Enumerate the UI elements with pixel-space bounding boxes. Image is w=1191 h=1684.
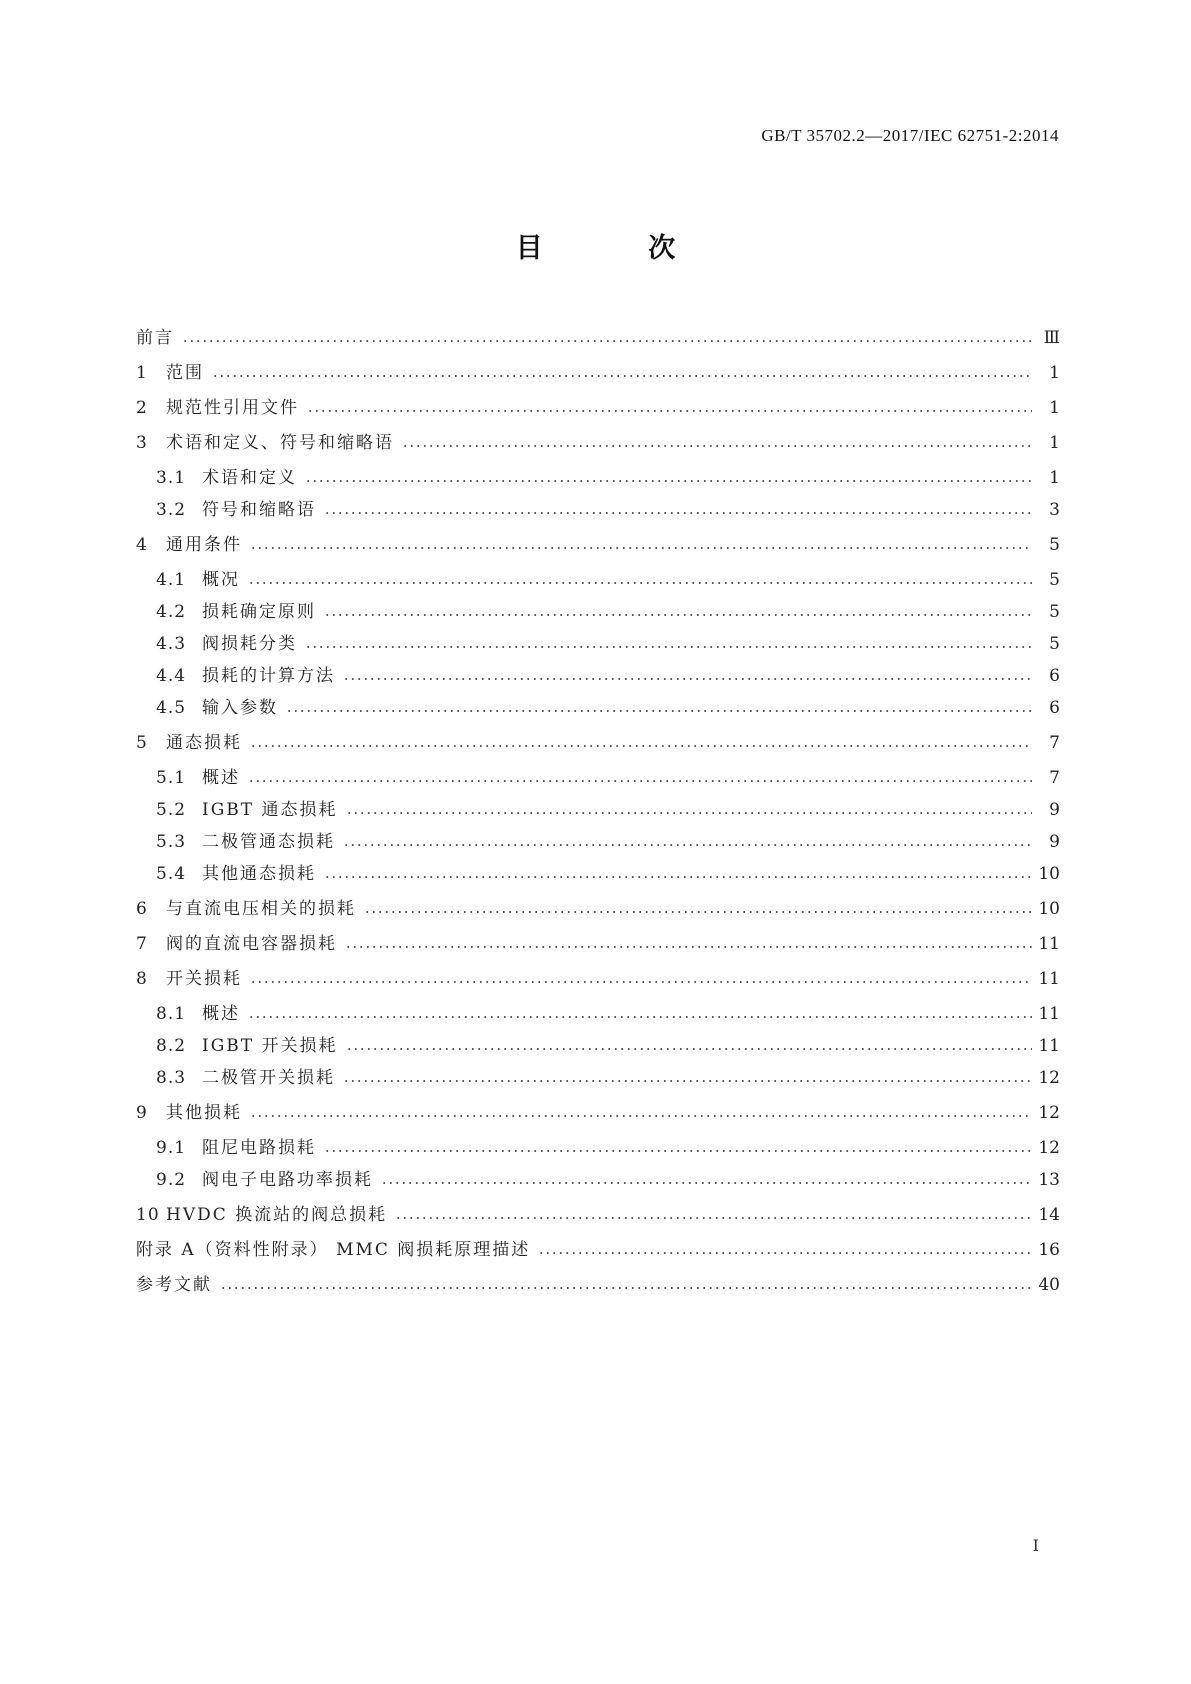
dot-leader xyxy=(402,444,1032,448)
toc-entry-page: 5 xyxy=(1049,602,1060,622)
toc-entry[interactable] xyxy=(136,1170,1060,1190)
toc-entry-page: 11 xyxy=(1038,934,1060,954)
toc-entry-number: 9.2 xyxy=(156,1170,187,1190)
dot-leader xyxy=(250,744,1032,748)
toc-entry-page: 11 xyxy=(1038,1036,1060,1056)
toc-entry[interactable] xyxy=(136,832,1060,852)
toc-entry-page: 3 xyxy=(1049,500,1060,520)
toc-entry-label: 符号和缩略语 xyxy=(202,500,316,520)
toc-entry-label: 前言 xyxy=(136,328,174,348)
toc-entry-page: 16 xyxy=(1038,1240,1060,1260)
toc-entry-label: 阻尼电路损耗 xyxy=(202,1138,316,1158)
toc-entry-label: 二极管开关损耗 xyxy=(202,1068,335,1088)
toc-entry-label: 损耗的计算方法 xyxy=(202,666,335,686)
toc-entry-page: 7 xyxy=(1049,768,1060,788)
toc-entry-label: 阀的直流电容器损耗 xyxy=(166,934,337,954)
toc-entry-label: 阀损耗分类 xyxy=(202,634,297,654)
toc-entry-number: 9.1 xyxy=(156,1138,187,1158)
toc-entry-number: 10 xyxy=(136,1205,160,1225)
dot-leader xyxy=(324,613,1032,617)
toc-entry-label: 阀电子电路功率损耗 xyxy=(202,1170,373,1190)
toc-entry[interactable] xyxy=(136,634,1060,654)
toc-entry-page: 1 xyxy=(1049,433,1060,453)
toc-entry[interactable] xyxy=(136,1240,1060,1260)
page-number: I xyxy=(1032,1536,1039,1555)
toc-entry[interactable] xyxy=(136,1068,1060,1088)
toc-entry-label: 概述 xyxy=(202,1004,240,1024)
dot-leader xyxy=(248,581,1032,585)
toc-entry[interactable] xyxy=(136,328,1060,348)
toc-entry-page: 14 xyxy=(1038,1205,1060,1225)
dot-leader xyxy=(364,910,1032,914)
toc-entry-label: 范围 xyxy=(166,363,204,383)
toc-entry-number: 5.2 xyxy=(156,800,187,820)
toc-entry[interactable] xyxy=(136,969,1060,989)
toc-entry[interactable] xyxy=(136,1275,1060,1295)
dot-leader xyxy=(381,1181,1032,1185)
toc-entry-label: 与直流电压相关的损耗 xyxy=(166,899,356,919)
dot-leader xyxy=(343,677,1032,681)
toc-entry[interactable] xyxy=(136,433,1060,453)
toc-entry-number: 3.1 xyxy=(156,468,187,488)
toc-entry-page: 9 xyxy=(1049,800,1060,820)
dot-leader xyxy=(395,1216,1032,1220)
toc-entry[interactable] xyxy=(136,1138,1060,1158)
dot-leader xyxy=(250,1114,1032,1118)
toc-entry-page: 12 xyxy=(1038,1068,1060,1088)
toc-entry-number: 8.2 xyxy=(156,1036,187,1056)
toc-entry-page: 5 xyxy=(1049,634,1060,654)
toc-entry-number: 3.2 xyxy=(156,500,187,520)
toc-entry-number: 4.4 xyxy=(156,666,187,686)
dot-leader xyxy=(324,511,1032,515)
dot-leader xyxy=(182,339,1032,343)
toc-entry[interactable] xyxy=(136,899,1060,919)
toc-entry-page: 1 xyxy=(1049,468,1060,488)
toc-entry[interactable] xyxy=(136,666,1060,686)
toc-entry-number: 4.2 xyxy=(156,602,187,622)
toc-entry[interactable] xyxy=(136,1205,1060,1225)
toc-entry-number: 2 xyxy=(136,398,148,418)
dot-leader xyxy=(538,1251,1032,1255)
toc-entry-label: 参考文献 xyxy=(136,1275,212,1295)
toc-entry-page: 5 xyxy=(1049,535,1060,555)
toc-entry-number: 5 xyxy=(136,733,148,753)
toc-entry-page: 5 xyxy=(1049,570,1060,590)
toc-entry-label: 其他通态损耗 xyxy=(202,864,316,884)
dot-leader xyxy=(343,843,1032,847)
toc-entry-page: 1 xyxy=(1049,363,1060,383)
dot-leader xyxy=(248,779,1032,783)
toc-entry-page: Ⅲ xyxy=(1043,328,1060,348)
toc-entry-label: 损耗确定原则 xyxy=(202,602,316,622)
toc-entry-page: 10 xyxy=(1038,864,1060,884)
toc-entry[interactable] xyxy=(136,864,1060,884)
dot-leader xyxy=(307,409,1032,413)
toc-entry-number: 6 xyxy=(136,899,148,919)
dot-leader xyxy=(324,1149,1032,1153)
toc-entry-label: 附录 A（资料性附录） MMC 阀损耗原理描述 xyxy=(136,1240,531,1260)
dot-leader xyxy=(250,980,1032,984)
toc-entry-page: 12 xyxy=(1038,1138,1060,1158)
dot-leader xyxy=(305,645,1032,649)
toc-entry-page: 9 xyxy=(1049,832,1060,852)
toc-entry-number: 1 xyxy=(136,363,148,383)
toc-entry-label: HVDC 换流站的阀总损耗 xyxy=(166,1205,388,1225)
toc-entry-number: 9 xyxy=(136,1103,148,1123)
toc-entry-label: 其他损耗 xyxy=(166,1103,242,1123)
toc-entry-label: 规范性引用文件 xyxy=(166,398,299,418)
dot-leader xyxy=(212,374,1032,378)
toc-entry-page: 1 xyxy=(1049,398,1060,418)
toc-entry[interactable] xyxy=(136,800,1060,820)
toc-entry-number: 4 xyxy=(136,535,148,555)
toc-entry[interactable] xyxy=(136,570,1060,590)
dot-leader xyxy=(324,875,1032,879)
toc-entry-label: 术语和定义 xyxy=(202,468,297,488)
dot-leader xyxy=(286,709,1032,713)
toc-entry-number: 8.1 xyxy=(156,1004,187,1024)
toc-entry-page: 11 xyxy=(1038,969,1060,989)
toc-entry-page: 10 xyxy=(1038,899,1060,919)
toc-entry[interactable] xyxy=(136,733,1060,753)
toc-entry-label: 概况 xyxy=(202,570,240,590)
toc-entry-label: 开关损耗 xyxy=(166,969,242,989)
dot-leader xyxy=(345,945,1032,949)
toc-entry[interactable] xyxy=(136,1004,1060,1024)
dot-leader xyxy=(346,811,1032,815)
toc-entry[interactable] xyxy=(136,468,1060,488)
toc-entry-page: 6 xyxy=(1049,666,1060,686)
dot-leader xyxy=(220,1286,1032,1290)
toc-entry-number: 3 xyxy=(136,433,148,453)
toc-entry-page: 40 xyxy=(1038,1275,1060,1295)
toc-entry-label: IGBT 开关损耗 xyxy=(202,1036,338,1056)
toc-entry-number: 5.4 xyxy=(156,864,187,884)
toc-entry-page: 6 xyxy=(1049,698,1060,718)
toc-entry-number: 4.3 xyxy=(156,634,187,654)
dot-leader xyxy=(248,1015,1032,1019)
toc-entry-label: IGBT 通态损耗 xyxy=(202,800,338,820)
toc-entry[interactable] xyxy=(136,934,1060,954)
toc-entry-label: 术语和定义、符号和缩略语 xyxy=(166,433,394,453)
toc-entry[interactable] xyxy=(136,698,1060,718)
toc-entry-label: 二极管通态损耗 xyxy=(202,832,335,852)
toc-entry-page: 7 xyxy=(1049,733,1060,753)
header-standard-code: GB/T 35702.2—2017/IEC 62751-2:2014 xyxy=(761,126,1059,145)
toc-entry-number: 8.3 xyxy=(156,1068,187,1088)
toc-entry-label: 输入参数 xyxy=(202,698,278,718)
toc-entry-number: 7 xyxy=(136,934,148,954)
toc-entry-page: 11 xyxy=(1038,1004,1060,1024)
toc-entry-number: 5.3 xyxy=(156,832,187,852)
dot-leader xyxy=(346,1047,1032,1051)
toc-entry-label: 通用条件 xyxy=(166,535,242,555)
toc-entry[interactable] xyxy=(136,398,1060,418)
dot-leader xyxy=(250,546,1032,550)
toc-entry[interactable] xyxy=(136,1036,1060,1056)
toc-entry[interactable] xyxy=(136,535,1060,555)
dot-leader xyxy=(305,479,1032,483)
toc-entry[interactable] xyxy=(136,363,1060,383)
toc-entry[interactable] xyxy=(136,602,1060,622)
toc-entry-number: 5.1 xyxy=(156,768,187,788)
toc-entry[interactable] xyxy=(136,500,1060,520)
toc-entry-label: 通态损耗 xyxy=(166,733,242,753)
table-of-contents xyxy=(136,328,1060,1310)
toc-entry-label: 概述 xyxy=(202,768,240,788)
toc-entry-number: 8 xyxy=(136,969,148,989)
toc-entry[interactable] xyxy=(136,768,1060,788)
toc-entry-number: 4.1 xyxy=(156,570,187,590)
toc-entry-page: 12 xyxy=(1038,1103,1060,1123)
page-title: 目 次 xyxy=(515,233,724,264)
toc-entry[interactable] xyxy=(136,1103,1060,1123)
toc-entry-number: 4.5 xyxy=(156,698,187,718)
dot-leader xyxy=(343,1079,1032,1083)
toc-entry-page: 13 xyxy=(1038,1170,1060,1190)
